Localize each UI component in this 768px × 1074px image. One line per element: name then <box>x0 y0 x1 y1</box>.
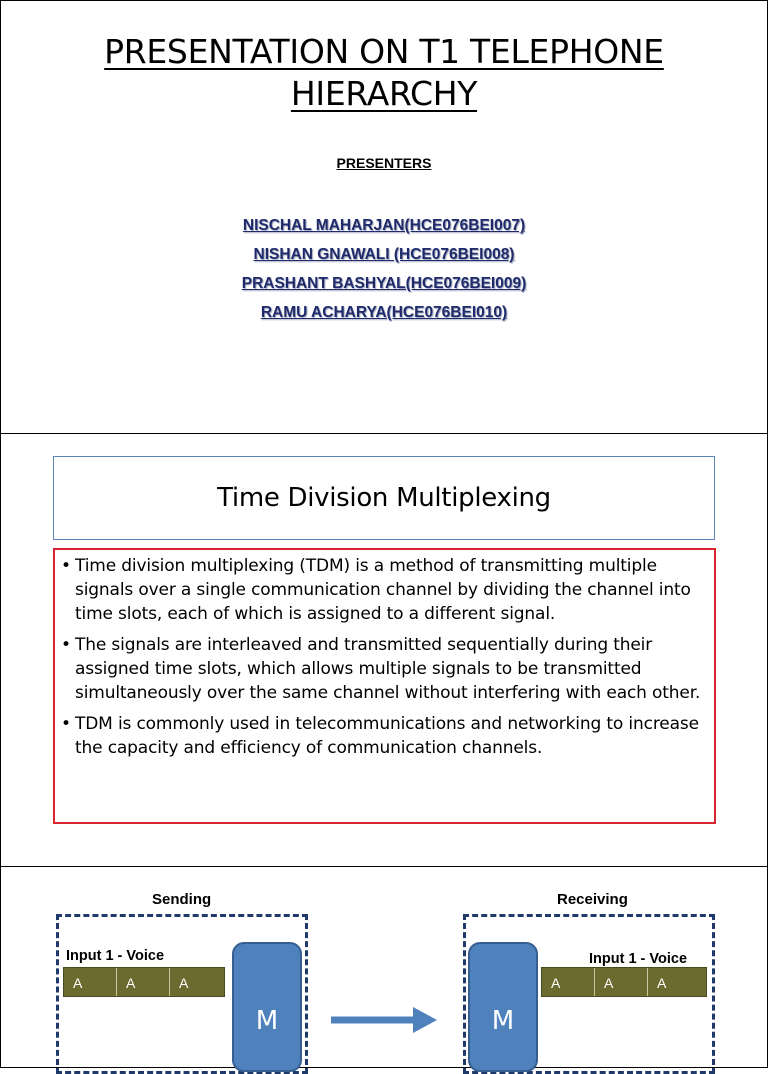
bullet-item <box>61 633 706 705</box>
receiving-input-label: Input 1 - Voice <box>589 951 688 967</box>
time-slot: A <box>179 975 189 991</box>
multiplexer-label: M <box>255 1006 279 1036</box>
bullet-icon: • <box>61 635 72 655</box>
bullet-list-box <box>53 548 716 824</box>
multiplexer-block <box>232 942 302 1072</box>
presenter-list <box>1 211 767 327</box>
bullet-item <box>61 554 706 626</box>
title-line-1: PRESENTATION ON T1 TELEPHONE <box>104 32 664 71</box>
slide-title <box>0 0 768 434</box>
bullet-text: The signals are interleaved and transmitted sequentially during their assigned time slots, which allows multiple signals to be transmitted simultaneously over the same channel without interfering with each other. <box>75 635 701 703</box>
time-slot: A <box>657 975 667 991</box>
bullet-icon: • <box>61 714 72 734</box>
presenter-name: NISCHAL MAHARJAN(HCE076BEI007) <box>242 217 526 234</box>
demultiplexer-label: M <box>491 1006 515 1036</box>
time-slot: A <box>64 968 117 996</box>
presenter-name: NISHAN GNAWALI (HCE076BEI008) <box>253 246 515 263</box>
presenters-heading: PRESENTERS <box>336 155 432 171</box>
bullet-item <box>61 712 706 760</box>
slide-heading-box <box>53 456 715 540</box>
bullet-text: TDM is commonly used in telecommunications and networking to increase the capacity and efficiency of communication channels. <box>75 714 699 758</box>
slide-tdm-diagram <box>0 866 768 1068</box>
demultiplexer-block <box>468 942 538 1072</box>
bullet-icon: • <box>61 556 72 576</box>
slide-tdm <box>0 433 768 867</box>
slide-heading: Time Division Multiplexing <box>217 483 551 513</box>
sending-slot-row <box>63 967 225 997</box>
sending-label: Sending <box>152 891 212 908</box>
right-arrow-icon <box>329 1003 441 1037</box>
sending-input-label: Input 1 - Voice <box>66 948 165 964</box>
bullet-text: Time division multiplexing (TDM) is a method of transmitting multiple signals over a single communication channel by dividing the channel into time slots, each of which is assigned to a different signal. <box>75 556 691 624</box>
presenter-name: RAMU ACHARYA(HCE076BEI010) <box>260 304 508 321</box>
receiving-label: Receiving <box>557 891 628 908</box>
presentation-title <box>1 31 767 115</box>
time-slot: A <box>595 968 648 996</box>
presenter-name: PRASHANT BASHYAL(HCE076BEI009) <box>241 275 527 292</box>
time-slot: A <box>542 968 595 996</box>
title-line-2: HIERARCHY <box>290 74 478 113</box>
receiving-slot-row <box>541 967 707 997</box>
time-slot: A <box>117 968 170 996</box>
